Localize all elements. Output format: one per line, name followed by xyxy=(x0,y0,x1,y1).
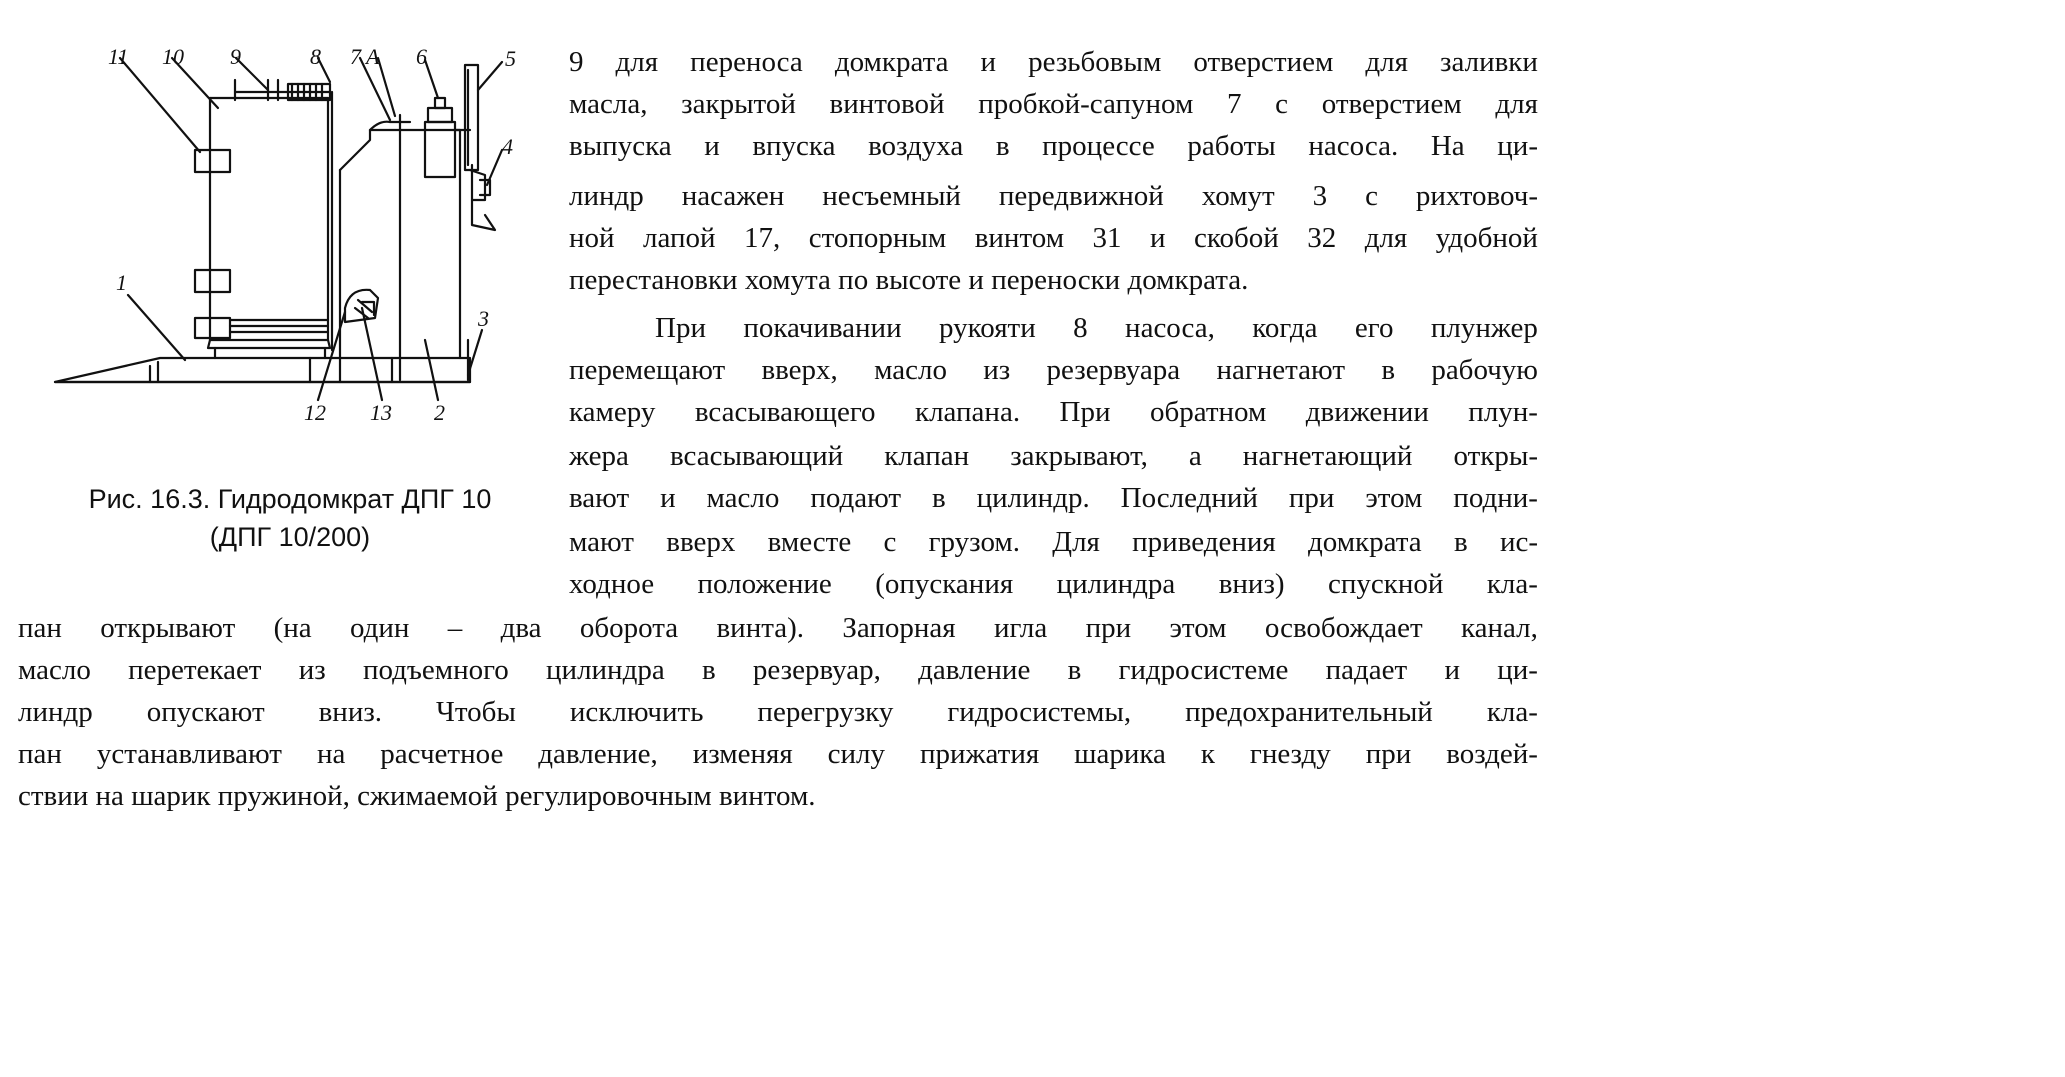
word: два xyxy=(500,612,542,644)
word: и xyxy=(1444,654,1460,686)
word: (опускания xyxy=(875,568,1014,600)
word: в xyxy=(932,482,946,514)
part-label-7: 7 xyxy=(350,44,361,69)
word: 17, xyxy=(743,222,781,254)
word: резервуар, xyxy=(752,654,881,686)
word: цилиндра xyxy=(1056,568,1176,600)
word: этом xyxy=(1169,612,1227,644)
word: вниз. xyxy=(318,696,383,728)
word: Последний xyxy=(1120,482,1258,514)
text-line xyxy=(18,612,1538,645)
word: гидросистемы, xyxy=(947,696,1132,728)
part-label-3: 3 xyxy=(478,306,489,331)
text-line xyxy=(569,222,1538,255)
word: закрывают, xyxy=(1010,440,1148,472)
word: отверстием xyxy=(1321,88,1462,120)
word: шарик xyxy=(131,780,218,812)
word: устанавливают xyxy=(96,738,282,770)
word: давление, xyxy=(538,738,658,770)
text-line xyxy=(569,46,1538,79)
word: отверстием xyxy=(1193,46,1334,78)
word: по xyxy=(838,264,876,296)
word: предохранительный xyxy=(1185,696,1433,728)
part-label-1: 1 xyxy=(116,270,127,295)
word: силу xyxy=(827,738,886,770)
word: масла, xyxy=(569,88,648,120)
word: винтом. xyxy=(718,780,816,812)
word: в xyxy=(701,654,716,686)
text-line xyxy=(569,130,1538,163)
word: камеру xyxy=(569,396,656,428)
word: ствии xyxy=(18,780,96,812)
text-line xyxy=(569,568,1538,601)
word: из xyxy=(983,354,1011,386)
word: винта). xyxy=(716,612,805,644)
word: клапан xyxy=(884,440,970,472)
text-line xyxy=(18,780,1538,813)
part-label-6: 6 xyxy=(416,44,427,69)
word: перетекает xyxy=(128,654,262,686)
word: открывают xyxy=(100,612,236,644)
word: рукояти xyxy=(939,312,1036,344)
word: регулировочным xyxy=(505,780,719,812)
caption-line-1: Рис. 16.3. Гидродомкрат ДПГ 10 xyxy=(88,484,492,514)
word: воздуха xyxy=(868,130,964,162)
word: выпуска xyxy=(569,130,672,162)
word: перегрузку xyxy=(757,696,894,728)
text-line xyxy=(569,396,1538,429)
word: прижатия xyxy=(919,738,1040,770)
word: 8 xyxy=(1073,312,1088,344)
word: переноса xyxy=(690,46,803,78)
word: скобой xyxy=(1193,222,1279,254)
word: домкрата xyxy=(834,46,949,78)
word: при xyxy=(1288,482,1335,514)
word: и xyxy=(660,482,676,514)
part-label-9: 9 xyxy=(230,44,241,69)
part-label-12: 12 xyxy=(304,400,326,425)
word: 9 xyxy=(569,46,584,78)
word: пружиной, xyxy=(217,780,358,812)
word: ци- xyxy=(1497,130,1538,162)
word: откры- xyxy=(1453,440,1538,472)
word: работы xyxy=(1187,130,1276,162)
part-label-8: 8 xyxy=(310,44,321,69)
word: канал, xyxy=(1461,612,1538,644)
word: переноски xyxy=(991,264,1128,296)
word: опускают xyxy=(146,696,265,728)
word: высоте xyxy=(875,264,969,296)
word: лапой xyxy=(643,222,716,254)
word: и xyxy=(704,130,720,162)
word: перемещают xyxy=(569,354,726,386)
part-label-2: 2 xyxy=(434,400,445,425)
word: При xyxy=(655,312,706,344)
word: оборота xyxy=(579,612,679,644)
word: линдр xyxy=(569,180,644,212)
word: исключить xyxy=(569,696,704,728)
word: ходное xyxy=(569,568,655,600)
word: При xyxy=(1059,396,1111,428)
word: вверх xyxy=(666,526,736,558)
word: для xyxy=(1364,222,1408,254)
word: хомута xyxy=(744,264,839,296)
word: всасывающего xyxy=(694,396,876,428)
word: гнезду xyxy=(1249,738,1331,770)
word: – xyxy=(447,612,463,644)
word: и xyxy=(980,46,997,78)
word: приведения xyxy=(1132,526,1276,558)
word: давление xyxy=(918,654,1031,686)
word: 3 xyxy=(1312,180,1328,212)
word: 32 xyxy=(1307,222,1337,254)
word: насоса, xyxy=(1125,312,1215,344)
word: ис- xyxy=(1499,526,1538,558)
word: хомут xyxy=(1201,180,1275,212)
word: домкрата xyxy=(1308,526,1422,558)
word: масло xyxy=(18,654,91,686)
word: несъемный xyxy=(822,180,961,212)
word: расчетное xyxy=(380,738,504,770)
word: заливки xyxy=(1440,46,1538,78)
text-line xyxy=(569,482,1538,515)
word: закрытой xyxy=(681,88,796,120)
word: процессе xyxy=(1042,130,1155,162)
text-line xyxy=(569,88,1538,121)
word: шарика xyxy=(1074,738,1166,770)
word: этом xyxy=(1365,482,1423,514)
word: обратном xyxy=(1149,396,1267,428)
word: рабочую xyxy=(1431,354,1538,386)
word: передвижной xyxy=(998,180,1164,212)
word: на xyxy=(316,738,346,770)
word: освобождает xyxy=(1264,612,1423,644)
word: всасывающий xyxy=(669,440,844,472)
word: Запорная xyxy=(842,612,956,644)
word: цилиндра xyxy=(546,654,665,686)
text-line xyxy=(18,696,1538,729)
word: и xyxy=(1149,222,1166,254)
word: спускной xyxy=(1328,568,1444,600)
text-line xyxy=(655,312,1538,345)
word: положение xyxy=(697,568,832,600)
text-line xyxy=(569,526,1538,559)
word: грузом. xyxy=(928,526,1020,558)
word: винтовой xyxy=(829,88,945,120)
word: гидросистеме xyxy=(1118,654,1289,686)
word: с xyxy=(883,526,897,558)
word: плунжер xyxy=(1430,312,1538,344)
word: масло xyxy=(706,482,780,514)
word: мают xyxy=(569,526,634,558)
part-label-10: 10 xyxy=(162,44,184,69)
text-line xyxy=(569,440,1538,473)
word: насажен xyxy=(681,180,785,212)
word: падает xyxy=(1325,654,1408,686)
word: насоса. xyxy=(1308,130,1399,162)
word: рихтовоч- xyxy=(1415,180,1538,212)
text-line xyxy=(18,654,1538,687)
word: вают xyxy=(569,482,630,514)
word: движении xyxy=(1305,396,1429,428)
word: для xyxy=(615,46,659,78)
word: его xyxy=(1354,312,1394,344)
word: вместе xyxy=(767,526,852,558)
word: и xyxy=(968,264,992,296)
word: воздей- xyxy=(1446,738,1538,770)
word: в xyxy=(995,130,1010,162)
word: плун- xyxy=(1468,396,1538,428)
word: а xyxy=(1188,440,1202,472)
word: Чтобы xyxy=(436,696,516,728)
word: при xyxy=(1085,612,1132,644)
word: ци- xyxy=(1497,654,1538,686)
word: домкрата. xyxy=(1127,264,1249,296)
word: масло xyxy=(874,354,947,386)
word: пан xyxy=(18,738,62,770)
word: в xyxy=(1067,654,1082,686)
word: для xyxy=(1495,88,1538,120)
part-label-A: А xyxy=(366,44,380,69)
word: с xyxy=(1365,180,1378,212)
word: один xyxy=(349,612,410,644)
word: нагнетают xyxy=(1216,354,1346,386)
word: сжимаемой xyxy=(357,780,506,812)
word: клапана. xyxy=(914,396,1021,428)
word: жера xyxy=(569,440,629,472)
word: подъемного xyxy=(362,654,509,686)
word: вниз) xyxy=(1218,568,1285,600)
word: подни- xyxy=(1453,482,1538,514)
word: перестановки xyxy=(569,264,745,296)
caption-line-2: (ДПГ 10/200) xyxy=(209,522,371,552)
word: удобной xyxy=(1435,222,1538,254)
part-label-11: 11 xyxy=(108,44,129,69)
text-line xyxy=(569,180,1538,213)
word: на xyxy=(95,780,132,812)
word: На xyxy=(1430,130,1465,162)
word: резьбовым xyxy=(1028,46,1162,78)
word: 31 xyxy=(1092,222,1122,254)
text-line xyxy=(569,354,1538,387)
word: кла- xyxy=(1486,696,1538,728)
word: нагнетающий xyxy=(1242,440,1413,472)
word: вверх, xyxy=(761,354,838,386)
word: покачивании xyxy=(743,312,902,344)
word: при xyxy=(1365,738,1412,770)
word: кла- xyxy=(1486,568,1538,600)
word: подают xyxy=(810,482,902,514)
word: винтом xyxy=(974,222,1065,254)
word: из xyxy=(298,654,326,686)
word: с xyxy=(1275,88,1289,120)
word: пробкой-сапуном xyxy=(978,88,1194,120)
word: изменяя xyxy=(692,738,793,770)
word: игла xyxy=(993,612,1048,644)
word: когда xyxy=(1252,312,1318,344)
word: стопорным xyxy=(808,222,947,254)
word: в xyxy=(1453,526,1468,558)
word: (на xyxy=(273,612,312,644)
text-line xyxy=(569,264,1538,297)
text-line xyxy=(18,738,1538,771)
word: в xyxy=(1381,354,1396,386)
word: Для xyxy=(1052,526,1100,558)
part-label-5: 5 xyxy=(505,46,516,71)
word: впуска xyxy=(752,130,836,162)
word: для xyxy=(1365,46,1408,78)
word: 7 xyxy=(1227,88,1242,120)
part-label-13: 13 xyxy=(370,400,392,425)
word: ной xyxy=(569,222,615,254)
part-label-4: 4 xyxy=(502,134,513,159)
word: пан xyxy=(18,612,62,644)
word: цилиндр. xyxy=(976,482,1090,514)
word: резервуара xyxy=(1046,354,1181,386)
word: к xyxy=(1200,738,1215,770)
word: линдр xyxy=(18,696,93,728)
